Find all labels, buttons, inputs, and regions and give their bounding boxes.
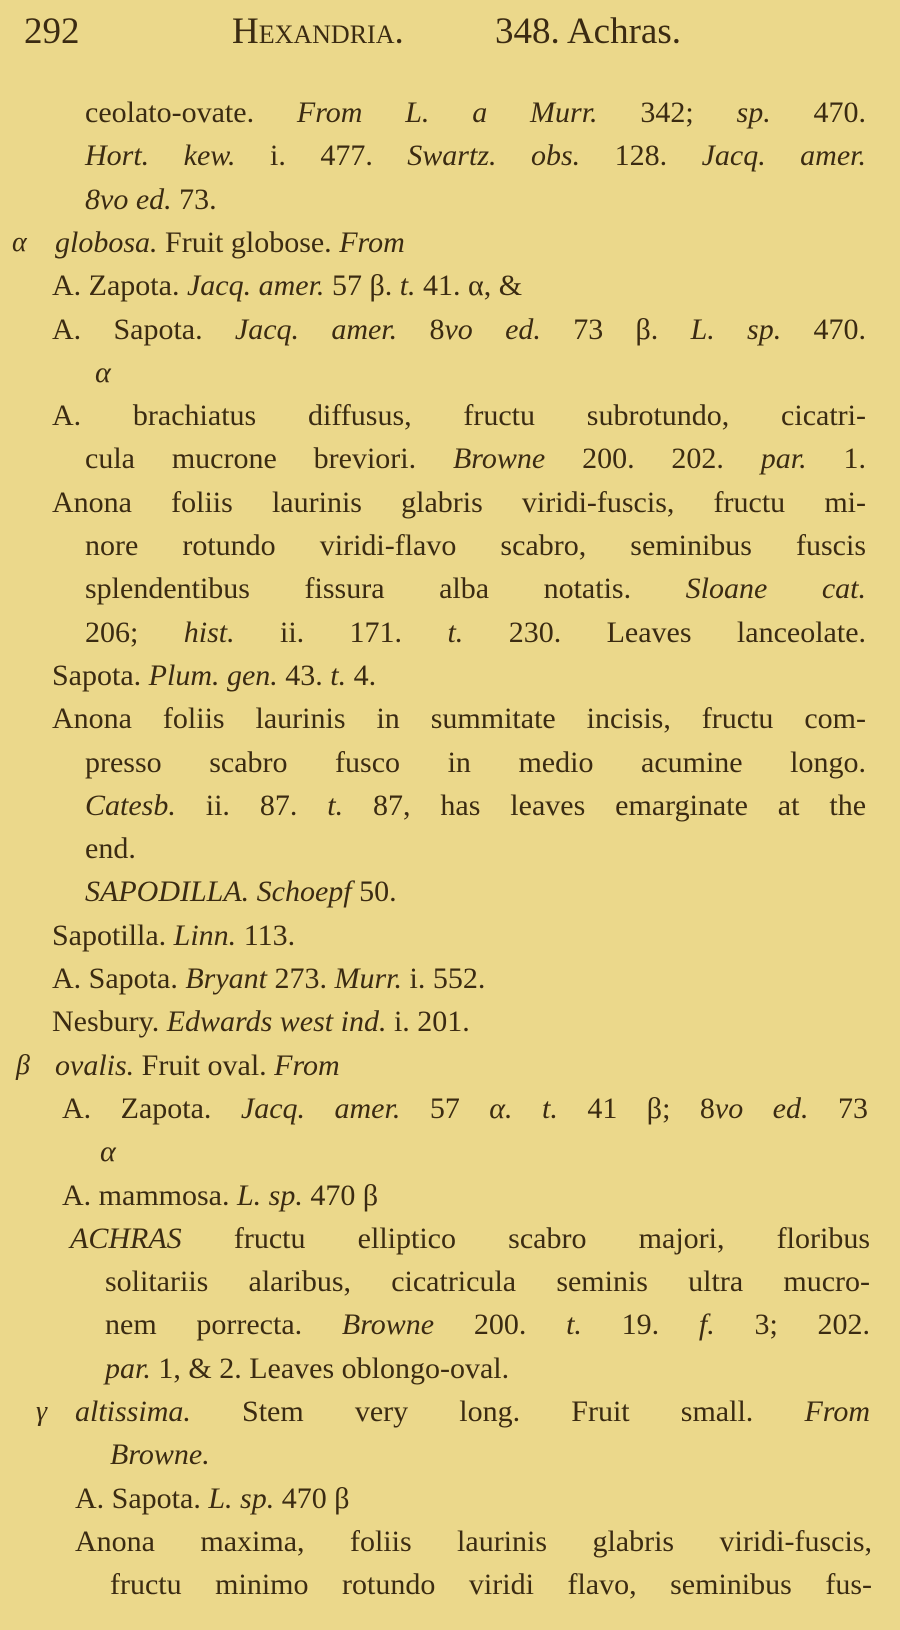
italic-text: Browne [341,1308,435,1342]
text-line [85,743,866,783]
text-line [62,1089,868,1129]
roman-text: 470. [770,96,867,129]
roman-text: Fruit globose. [157,225,340,259]
roman-text: splendentibus fissura alba notatis. [85,572,686,606]
roman-text: 113. [236,918,296,952]
roman-text: 73 [808,1091,868,1125]
roman-text: A. Sapota. [75,1481,209,1515]
text-line [110,1565,872,1605]
roman-text: 73 β. [540,312,691,346]
roman-text: 128. [580,139,702,173]
variety-marker: γ [36,1396,48,1427]
roman-text: solitariis alaribus, cicatricula seminis ultra mucro- [105,1265,870,1299]
text-line [55,1046,340,1086]
text-line [95,353,111,393]
italic-text: L. sp. [208,1481,275,1515]
italic-text: Edwards west ind. [166,1005,387,1039]
italic-text: SAPODILLA. [85,875,250,909]
italic-text: hist. [183,615,235,649]
italic-text: α. t. [489,1091,558,1125]
running-head-genus: 348. Achras. [495,11,681,52]
italic-text: ACHRAS [70,1221,182,1255]
roman-text: Stem very long. Fruit small. [190,1395,805,1428]
italic-text: Browne [452,442,546,476]
text-line [85,829,136,869]
italic-text: t. [447,615,464,649]
roman-text: A. Zapota. [52,269,187,303]
roman-text: Anona maxima, foliis laurinis glabris viridi-fuscis, [75,1524,872,1558]
roman-text: 470 β [302,1178,379,1212]
roman-text: A. brachiatus diffusus, fructu subrotundo, cicatri- [52,399,866,433]
italic-text: Bryant [185,962,267,995]
text-line [100,1132,116,1172]
italic-text: α [95,355,111,389]
italic-text: Plum. gen. [148,658,278,692]
italic-text: L. sp. [690,312,782,346]
text-line [52,266,522,306]
italic-text: ovalis. [55,1048,135,1082]
text-line [85,93,866,133]
text-line [52,699,866,739]
roman-text: 57 [400,1091,490,1125]
roman-text: 200. [434,1308,567,1342]
roman-text: 50. [351,875,397,909]
text-line [75,1392,870,1432]
text-line [52,959,485,999]
roman-text: 57 β. [324,269,400,303]
italic-text: Jacq. amer. [186,269,325,303]
roman-text: 342; [597,96,737,129]
text-line [55,223,405,263]
roman-text: Sapota. [52,658,149,692]
roman-text: 4. [346,658,377,692]
italic-text: Browne. [110,1438,210,1472]
variety-marker: α [12,226,27,258]
italic-text: t. [327,788,344,822]
text-line [105,1349,509,1389]
running-head-class: Hexandria. [232,11,404,52]
roman-text: 3; 202. [714,1308,871,1342]
roman-text: 41. α, & [415,269,523,303]
italic-text: 8vo ed. [85,182,172,216]
text-line [105,1262,870,1302]
roman-text: Nesbury. [52,1005,167,1039]
page-number: 292 [24,11,80,52]
italic-text: From L. a Murr. [296,96,598,129]
roman-text: nore rotundo viridi-flavo scabro, seminibus fuscis [85,529,866,562]
italic-text: vo ed. [444,312,541,346]
text-line [52,916,295,956]
text-line [105,1305,870,1345]
roman-text: 73. [171,182,217,216]
italic-text: From [274,1048,340,1082]
italic-text: vo ed. [714,1091,809,1125]
text-line [75,1479,349,1519]
roman-text: A. Zapota. [62,1091,241,1125]
roman-text: fructu minimo rotundo viridi flavo, seminibus fus- [110,1568,872,1602]
text-line [85,526,866,566]
text-line [52,310,866,350]
text-line [70,1219,870,1259]
italic-text: sp. [736,96,771,129]
roman-text: end. [85,832,136,866]
roman-text: 1. [806,442,867,476]
roman-text: cula mucrone breviori. [85,442,453,476]
italic-text: Sloane cat. [685,572,866,606]
roman-text: 19. [581,1308,699,1342]
text-line [52,483,866,523]
variety-marker: β [16,1049,30,1081]
italic-text: α [100,1135,116,1169]
roman-text: ceolato-ovate. [85,96,297,129]
italic-text: globosa. [55,225,158,259]
text-line [85,569,866,609]
italic-text: f. [698,1308,715,1342]
roman-text: A. Sapota. [52,962,186,995]
text-line [52,1002,470,1042]
italic-text: Jacq. amer. [240,1091,401,1125]
roman-text: 41 β; 8 [557,1091,715,1125]
roman-text: ii. 87. [175,788,328,822]
roman-text: Sapotilla. [52,918,174,952]
text-line [85,613,866,653]
text-line [110,1435,210,1475]
roman-text: Fruit oval. [134,1048,275,1082]
text-line [85,136,866,176]
roman-text: Anona foliis laurinis in summitate incisis, fructu com- [52,702,866,736]
roman-text: 1, & 2. Leaves oblongo-oval. [150,1351,510,1385]
roman-text: 230. Leaves lanceolate. [463,615,867,649]
roman-text: nem porrecta. [105,1308,342,1342]
roman-text: 43. [277,658,331,692]
text-line [62,1176,378,1216]
italic-text: From [804,1395,870,1428]
italic-text: par. [105,1351,151,1385]
roman-text: A. Sapota. [52,312,235,346]
text-line [85,872,397,912]
italic-text: Hort. kew. [85,139,236,173]
roman-text: i. 477. [235,139,408,173]
italic-text: Linn. [173,918,237,952]
italic-text: t. [399,269,416,303]
text-line [85,180,217,220]
italic-text: par. [760,442,807,476]
roman-text: i. 201. [386,1005,470,1039]
italic-text: Swartz. obs. [407,139,581,173]
roman-text: 200. 202. [545,442,761,476]
italic-text: altissima. [75,1395,191,1428]
roman-text: ii. 171. [234,615,448,649]
italic-text: Jacq. amer. [701,139,867,173]
text-line [52,396,866,436]
italic-text: Murr. [334,962,402,995]
roman-text: Anona foliis laurinis glabris viridi-fuscis, fructu mi- [52,485,866,519]
italic-text: Schoepf [249,875,352,909]
italic-text: Jacq. amer. [234,312,398,346]
roman-text: A. mammosa. [62,1178,237,1212]
roman-text: 273. [266,962,335,995]
text-line [52,656,376,696]
roman-text: i. 552. [402,962,486,995]
italic-text: t. [330,658,347,692]
italic-text: From [339,225,405,259]
roman-text: 470 β [274,1481,350,1515]
italic-text: Catesb. [85,788,176,822]
roman-text: fructu elliptico scabro majori, floribus [181,1221,870,1255]
roman-text: 206; [85,615,184,649]
roman-text: 8 [397,312,445,346]
italic-text: t. [566,1308,582,1342]
text-line [85,786,866,826]
italic-text: L. sp. [236,1178,303,1212]
text-line [75,1522,872,1562]
roman-text: presso scabro fusco in medio acumine longo. [85,745,866,779]
roman-text: 87, has leaves emarginate at the [343,788,867,822]
text-line [85,439,866,479]
roman-text: 470. [781,312,867,346]
